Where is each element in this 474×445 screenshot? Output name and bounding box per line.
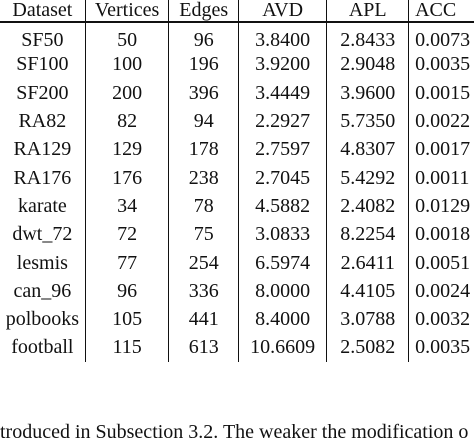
cell-avd: 3.9200 (238, 50, 327, 78)
cell-dataset: SF50 (0, 22, 85, 50)
cell-avd: 2.7597 (238, 135, 327, 163)
cell-vertices: 50 (85, 22, 169, 50)
cell-apl: 4.4105 (327, 277, 409, 305)
cell-avd: 8.4000 (238, 305, 327, 333)
caption-text: troduced in Subsection 3.2. The weaker the modification o (0, 421, 469, 443)
cell-dataset: SF100 (0, 50, 85, 78)
cell-avd: 8.0000 (238, 277, 327, 305)
table-row (0, 277, 474, 305)
table-row (0, 220, 474, 248)
cell-edges: 396 (169, 79, 238, 107)
header-avd: AVD (238, 0, 327, 22)
cell-vertices: 34 (85, 192, 169, 220)
cell-avd: 2.7045 (238, 163, 327, 191)
cell-apl: 2.4082 (327, 192, 409, 220)
cell-apl: 2.5082 (327, 333, 409, 361)
cell-dataset: polbooks (0, 305, 85, 333)
cell-avd: 3.0833 (238, 220, 327, 248)
cell-acc: 0.0073 (415, 28, 471, 51)
table-row (0, 107, 474, 135)
cell-apl: 2.9048 (327, 50, 409, 78)
cell-vertices: 82 (85, 107, 169, 135)
cell-dataset: can_96 (0, 277, 85, 305)
cell-edges: 441 (169, 305, 238, 333)
cell-acc: 0.0015 (415, 81, 471, 104)
cell-edges: 96 (169, 22, 238, 50)
header-edges: Edges (169, 0, 238, 22)
table-row (0, 79, 474, 107)
cell-acc: 0.0024 (415, 279, 471, 302)
table-row (0, 50, 474, 78)
cell-apl: 3.0788 (327, 305, 409, 333)
cell-edges: 613 (169, 333, 238, 361)
cell-apl: 2.6411 (327, 248, 409, 276)
table-row (0, 248, 474, 276)
cell-dataset: RA176 (0, 163, 85, 191)
cell-apl: 5.4292 (327, 163, 409, 191)
cell-edges: 178 (169, 135, 238, 163)
cell-acc: 0.0129 (415, 194, 471, 217)
header-apl: APL (327, 0, 409, 22)
cell-edges: 78 (169, 192, 238, 220)
cell-edges: 75 (169, 220, 238, 248)
cell-vertices: 72 (85, 220, 169, 248)
cell-vertices: 96 (85, 277, 169, 305)
cell-avd: 4.5882 (238, 192, 327, 220)
cell-dataset: football (0, 333, 85, 361)
cell-vertices: 115 (85, 333, 169, 361)
cell-vertices: 100 (85, 50, 169, 78)
cell-apl: 5.7350 (327, 107, 409, 135)
cell-acc: 0.0022 (415, 110, 471, 133)
cell-acc: 0.0017 (415, 138, 471, 161)
table-body (0, 22, 474, 362)
cell-edges: 238 (169, 163, 238, 191)
cell-vertices: 176 (85, 163, 169, 191)
cell-dataset: RA82 (0, 107, 85, 135)
cell-vertices: 200 (85, 79, 169, 107)
cell-dataset: SF200 (0, 79, 85, 107)
cell-acc: 0.0032 (415, 308, 471, 331)
cell-vertices: 105 (85, 305, 169, 333)
table-row (0, 333, 474, 361)
header-row (0, 0, 474, 22)
cell-apl: 3.9600 (327, 79, 409, 107)
cell-edges: 94 (169, 107, 238, 135)
table-row (0, 192, 474, 220)
cell-avd: 10.6609 (238, 333, 327, 361)
cell-acc: 0.0051 (415, 251, 471, 274)
header-dataset: Dataset (0, 0, 85, 22)
table-row (0, 135, 474, 163)
cell-dataset: RA129 (0, 135, 85, 163)
cell-dataset: lesmis (0, 248, 85, 276)
table-row (0, 163, 474, 191)
header-vertices: Vertices (85, 0, 169, 22)
table-row (0, 305, 474, 333)
cell-apl: 4.8307 (327, 135, 409, 163)
cell-apl: 8.2254 (327, 220, 409, 248)
cell-vertices: 77 (85, 248, 169, 276)
table-row (0, 22, 474, 50)
cell-edges: 336 (169, 277, 238, 305)
cell-avd: 2.2927 (238, 107, 327, 135)
cell-dataset: dwt_72 (0, 220, 85, 248)
cell-avd: 3.8400 (238, 22, 327, 50)
table-header (0, 0, 474, 22)
cell-acc: 0.0035 (415, 336, 471, 359)
cell-edges: 196 (169, 50, 238, 78)
cell-acc: 0.0011 (415, 166, 470, 189)
cell-edges: 254 (169, 248, 238, 276)
cell-dataset: karate (0, 192, 85, 220)
cell-acc: 0.0018 (415, 223, 471, 246)
cell-apl: 2.8433 (327, 22, 409, 50)
cell-acc: 0.0035 (415, 53, 471, 76)
cell-avd: 3.4449 (238, 79, 327, 107)
cell-avd: 6.5974 (238, 248, 327, 276)
cell-vertices: 129 (85, 135, 169, 163)
header-acc: ACC (415, 0, 457, 21)
